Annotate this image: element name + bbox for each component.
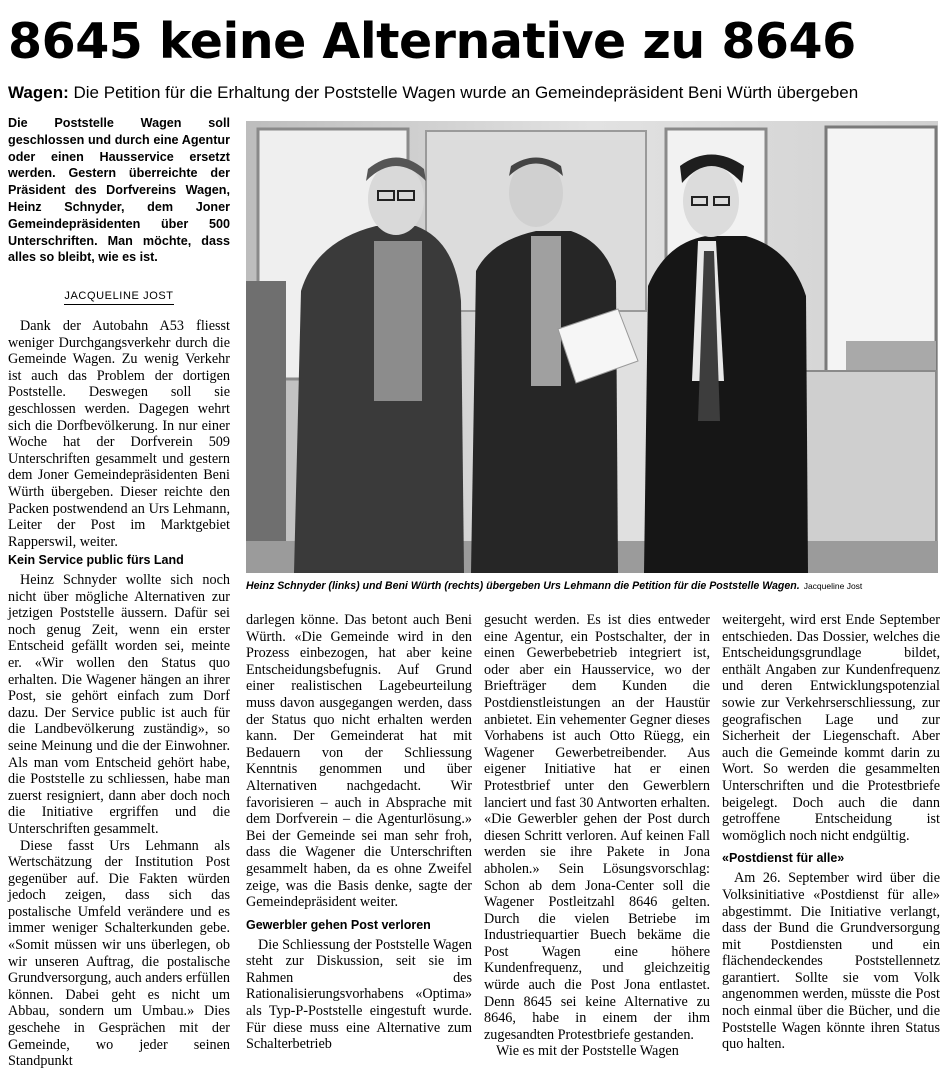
article-paragraph: Am 26. September wird über die Volksinitiative «Postdienst für alle» abgestimmt. Die Initiative verlangt, dass der Bund die Grundversorgung mit Postdiensten und ein flächendeckendes Poststellennetz garantiert. Sollte sie vom Volk angenommen werden, müsste die Post noch einmal über die Bücher, und die Poststelle Wagen könnte ihren Status quo halten. [722, 870, 940, 1053]
article-paragraph: Heinz Schnyder wollte sich noch nicht über mögliche Alternativen zur jetzigen Poststelle äussern. Dafür sei noch genug Zeit, wenn ein erster Entscheid gefällt worden sei, meinte er. «Wir wollen den Status quo erhalten. Die Wagener hängen an ihrer Post, sie gehört einfach zum Dorf dazu. Der Service public ist auch für die Landbevölkerung zuständig», so seine Meinung und die der Einwohner. Als man vom Entscheid gehört habe, die Poststelle zu schliessen, habe man zuerst resigniert, dann aber doch noch die Initiative ergriffen und die Unterschriften gesammelt. [8, 572, 230, 837]
article-column-2 [246, 612, 472, 1053]
subheadline [8, 82, 943, 104]
headline: 8645 keine Alternative zu 8646 [8, 13, 856, 70]
photo-credit: Jacqueline Jost [803, 581, 863, 591]
article-paragraph: Die Schliessung der Poststelle Wagen steht zur Diskussion, seit sie im Rahmen des Rationalisierungsvorhabens «Optima» als Typ-P-Poststelle eingestuft wurde. Für diese muss eine Alternative zum Schalterbetrieb [246, 936, 472, 1053]
photo-illustration [246, 121, 938, 573]
article-paragraph: Wie es mit der Poststelle Wagen [496, 1043, 679, 1060]
subheadline-place: Wagen: [8, 83, 69, 102]
photo-caption [246, 579, 941, 593]
article-column-4 [722, 612, 940, 1053]
news-photo [246, 121, 938, 573]
article-paragraph: gesucht werden. Es ist dies entweder eine Agentur, ein Postschalter, der in einen Gewerbebetrieb integriert ist, oder aber ein Hausservice, wo der Briefträger dem Kunden die Postdienstleistungen an der Haustür anbietet. Ein vehementer Gegner dieses Vorhabens ist auch Otto Rüegg, ein Wagener Gewerbetreibender. Aus eigener Initiative hat er einen Protestbrief unter den Gewerblern lanciert und fast 30 Antworten erhalten. «Die Gewerbler gehen der Post durch diesen Schritt verloren. Auf keinen Fall werden sie ihre Pakete in Jona abholen.» Sein Lösungsvorschlag: Schon ab dem Jona-Center soll die Wagener Postleitzahl 8646 gelten. Durch die vielen Betriebe im Industriequartier Buech bekäme die Post Wagen eine höhere Kundenfrequenz, und gleichzeitig würde auch die Post Jona entlastet. Denn 8645 sei keine Alternative zu 8646, habe in einem der ihm zugesandten Protestbriefe gestanden. [484, 612, 710, 1043]
lead-paragraph: Die Poststelle Wagen soll geschlossen und durch eine Agentur oder einen Hausservice ersetzt werden. Gestern überreichte der Präsident des Dorfvereins Wagen, Heinz Schnyder, dem Joner Gemeindepräsidenten über 500 Unterschriften. Man möchte, dass alles so bleibt, wie es ist. [8, 116, 230, 265]
article-paragraph: Diese fasst Urs Lehmann als Wertschätzung der Institution Post gegenüber auf. Die Fakten würden jedoch zeigen, dass sich das postalische Umfeld verändere und es immer weniger Schalterkunden gebe. «Somit müssen wir uns überlegen, ob wir unseren Auftrag, die postalische Grundversorgung, auch anders erfüllen können. Dabei geht es nicht um Abbau, sondern um Umbau.» Dies geschehe in Gesprächen mit der Gemeinde, wo jeder seinen Standpunkt [8, 837, 230, 1070]
section-heading: «Postdienst für alle» [722, 851, 845, 866]
caption-text: Heinz Schnyder (links) und Beni Würth (rechts) übergeben Urs Lehmann die Petition für die Poststelle Wagen. [246, 580, 800, 592]
article-paragraph: weitergeht, wird erst Ende September entschieden. Das Dossier, welches die Entscheidungsgrundlage bildet, enthält Angaben zur Kundenfrequenz und deren Entwicklungspotenzial sowie zur Verkehrserschliessung, zur geografischen Lage und zur Sicherheit der Liegenschaft. Aber auch die Gemeinde kommt darin zu Wort. So werden die gesammelten Unterschriften und die Protestbriefe beigelegt. Doch auch die dann getroffene Entscheidung ist womöglich noch nicht endgültig. [722, 612, 940, 844]
section-heading: Kein Service public fürs Land [8, 553, 184, 567]
article-paragraph: darlegen könne. Das betont auch Beni Würth. «Die Gemeinde wird in den Prozess einbezogen, hat aber keine Entscheidungsbefugnis. Auf Grund einer realistischen Lagebeurteilung muss davon ausgegangen werden, dass der Status quo nicht erhalten werden kann. Der Gemeinderat hat mit Bedauern von der Schliessung Kenntnis genommen und über Alternativen nachgedacht. Wir favorisieren – auch in Absprache mit dem Dorfverein – die Agenturlösung.» Bei der Gemeinde sei man sehr froh, dass die Wagener die Unterschriften gesammelt haben, da es ohne Zweifel zeige, was die Basis denke, sagte der Gemeindepräsident weiter. [246, 612, 472, 911]
article-column-1-top [8, 318, 230, 550]
author-name: JACQUELINE JOST [64, 290, 173, 305]
article-column-1-bottom [8, 546, 230, 1070]
section-heading: Gewerbler gehen Post verloren [246, 917, 431, 932]
article-column-3 [484, 612, 710, 1060]
byline [8, 289, 230, 303]
subheadline-text: Die Petition für die Erhaltung der Poststelle Wagen wurde an Gemeindepräsident Beni Würth übergeben [73, 83, 859, 102]
article-paragraph: Dank der Autobahn A53 fliesst weniger Durchgangsverkehr durch die Gemeinde Wagen. Zu wenig Verkehr ist auch das Problem der dortigen Poststelle. Deswegen soll sie geschlossen werden. Dagegen wehrt sich die Dorfbevölkerung. In nur einer Woche hat der Dorfverein 509 Unterschriften gesammelt und gestern dem Joner Gemeindepräsidenten Beni Würth übergeben. Dieser reichte den Packen postwendend an Urs Lehmann, Leiter der Post im Marktgebiet Rapperswil, weiter. [8, 318, 230, 550]
